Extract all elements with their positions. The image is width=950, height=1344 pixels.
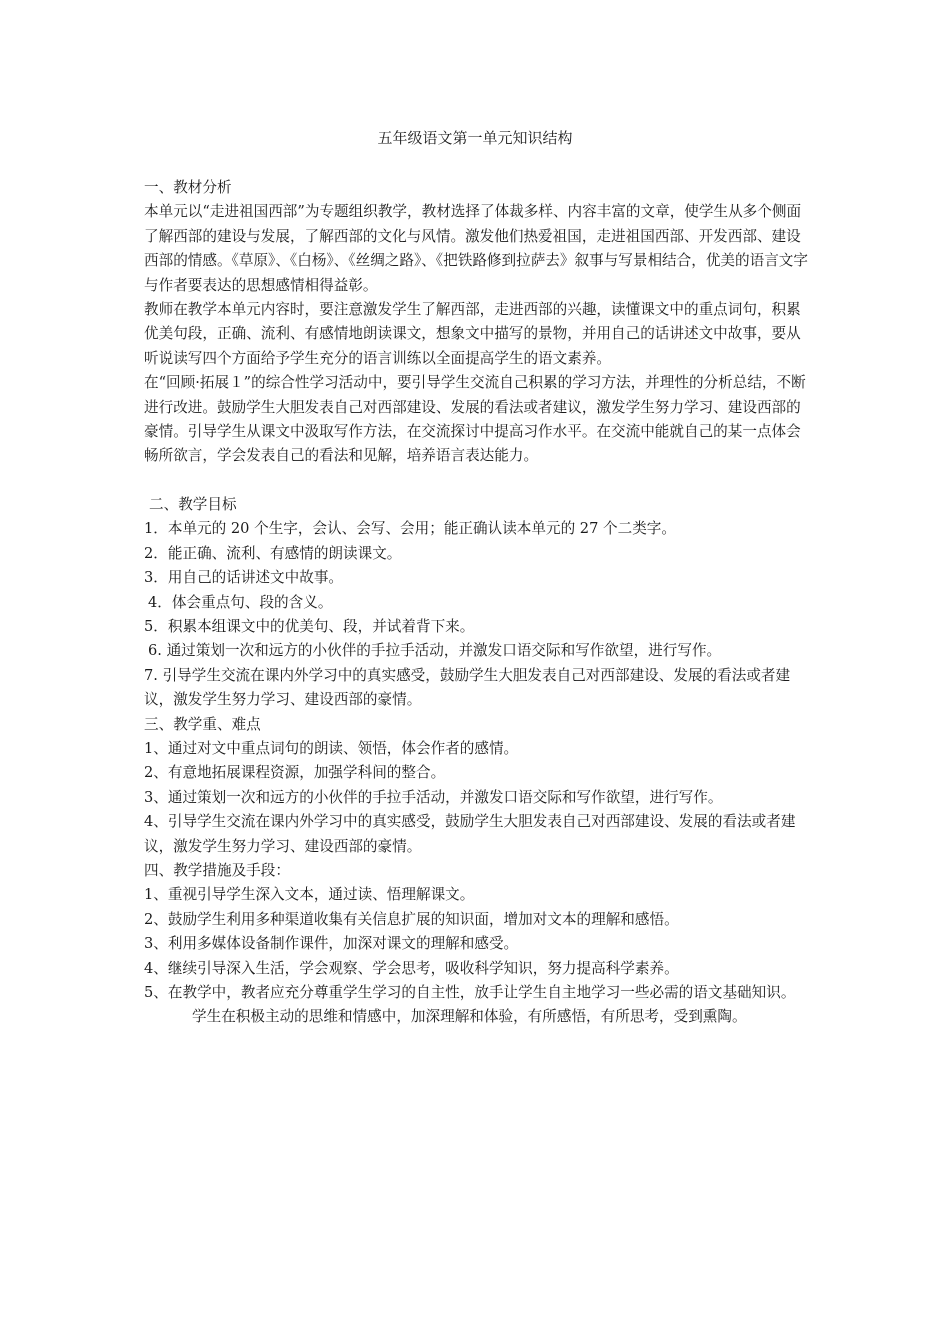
document-body <box>144 176 810 1030</box>
section-2-heading: 二、教学目标 <box>149 495 237 513</box>
objective-item-1: 1．本单元的 20 个生字，会认、会写、会用；能正确认读本单元的 27 个二类字。 <box>144 520 676 538</box>
keypoint-item-4: 4、引导学生交流在课内外学习中的真实感受，鼓励学生大胆发表自己对西部建设、发展的看法或者建议，激发学生努力学习、建设西部的豪情。 <box>144 813 796 855</box>
objective-item-6: 6. 通过策划一次和远方的小伙伴的手拉手活动，并激发口语交际和写作欲望，进行写作。 <box>148 642 722 660</box>
objective-item-7: 7. 引导学生交流在课内外学习中的真实感受，鼓励学生大胆发表自己对西部建设、发展的看法或者建议，激发学生努力学习、建设西部的豪情。 <box>144 666 791 709</box>
keypoint-item-2: 2、有意地拓展课程资源，加强学科间的整合。 <box>144 764 446 782</box>
section-1-paragraph-1: 本单元以“走进祖国西部”为专题组织教学，教材选择了体裁多样、内容丰富的文章，使学生从多个侧面了解西部的建设与发展，了解西部的文化与风情。激发他们热爱祖国，走进祖国西部、开发西部、建设西部的情感。《草原》、《白杨》、《丝绸之路》、《把铁路修到拉萨去》叙事与写景相结合，优美的语言文字与作者要表达的思想感情相得益彰。 <box>144 203 808 294</box>
objective-item-2: 2．能正确、流利、有感情的朗读课文。 <box>144 544 402 562</box>
objective-item-5: 5．积累本组课文中的优美句、段，并试着背下来。 <box>144 617 475 635</box>
measure-item-1: 1、重视引导学生深入文本，通过读、悟理解课文。 <box>144 886 475 904</box>
section-3-heading: 三、教学重、难点 <box>144 715 261 733</box>
keypoint-item-3: 3、通过策划一次和远方的小伙伴的手拉手活动，并激发口语交际和写作欲望，进行写作。 <box>144 788 723 806</box>
section-1-heading: 一、教材分析 <box>144 179 232 196</box>
measure-item-5 <box>144 981 810 1030</box>
measure-item-2: 2、鼓励学生利用多种渠道收集有关信息扩展的知识面，增加对文本的理解和感悟。 <box>144 910 679 928</box>
measure-item-3: 3、利用多媒体设备制作课件，加深对课文的理解和感受。 <box>144 935 519 953</box>
objective-item-3: 3．用自己的话讲述文中故事。 <box>144 569 344 587</box>
objective-item-4: 4．体会重点句、段的含义。 <box>148 593 333 611</box>
measure-item-5-part-2: 学生在积极主动的思维和情感中，加深理解和体验，有所感悟，有所思考，受到熏陶。 <box>192 1008 747 1026</box>
section-1-paragraph-3: 在“回顾·拓展１”的综合性学习活动中，要引导学生交流自己积累的学习方法，并理性的分析总结，不断进行改进。鼓励学生大胆发表自己对西部建设、发展的看法或者建议，激发学生努力学习、建设西部的豪情。引导学生从课文中汲取写作方法，在交流探讨中提高习作水平。在交流中能就自己的某一点体会畅所欲言，学会发表自己的看法和见解，培养语言表达能力。 <box>144 374 806 465</box>
section-gap <box>144 469 810 493</box>
section-4-heading: 四、教学措施及手段： <box>144 861 290 879</box>
measure-item-4: 4、继续引导深入生活，学会观察、学会思考，吸收科学知识，努力提高科学素养。 <box>144 959 679 977</box>
measure-item-5-part-1: 5、在教学中，教者应充分尊重学生学习的自主性，放手让学生自主地学习一些必需的语文基础知识。 <box>144 984 796 1001</box>
section-1-paragraph-2: 教师在教学本单元内容时，要注意激发学生了解西部，走进西部的兴趣，读懂课文中的重点词句，积累优美句段，正确、流利、有感情地朗读课文，想象文中描写的景物，并用自己的话讲述文中故事，要从听说读写四个方面给予学生充分的语言训练以全面提高学生的语文素养。 <box>144 301 801 367</box>
document-title: 五年级语文第一单元知识结构 <box>377 129 573 147</box>
keypoint-item-1: 1、通过对文中重点词句的朗读、领悟，体会作者的感情。 <box>144 739 519 757</box>
